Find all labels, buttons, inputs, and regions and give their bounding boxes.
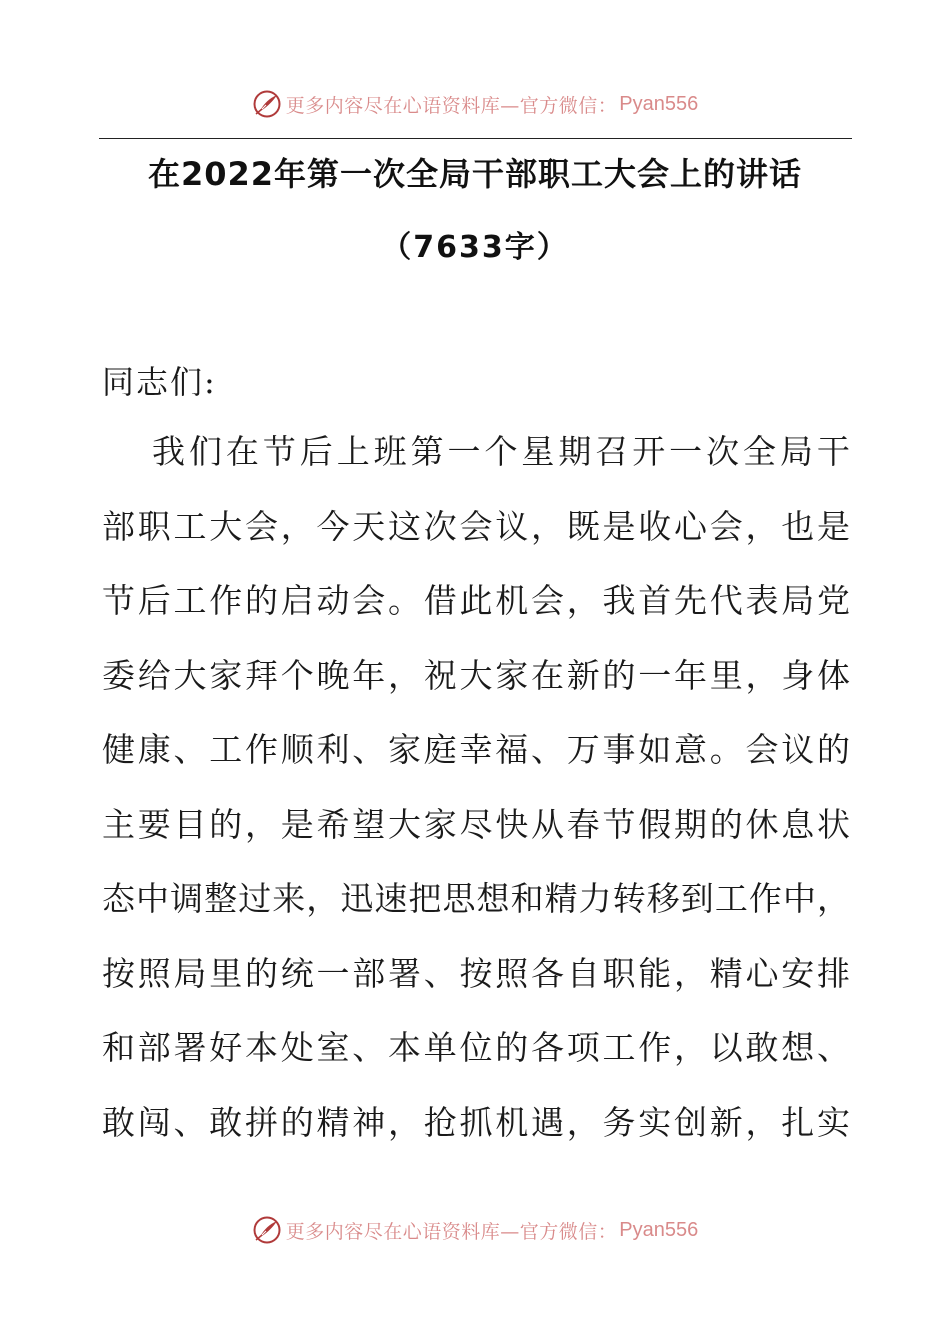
body-line: 和 部 署 好 本 处 室 、 本 单 位 的 各 项 工 作 ， 以 敢 想 、 — [102, 1028, 850, 1067]
body-line: 我 们 在 节 后 上 班 第 一 个 星 期 召 开 一 次 全 局 干 — [152, 432, 850, 471]
body-line: 态 中 调 整 过 来 ， 迅 速 把 思 想 和 精 力 转 移 到 工 作 中 ， — [102, 879, 850, 918]
body-line: 部 职 工 大 会 ， 今 天 这 次 会 议 ， 既 是 收 心 会 ， 也 是 — [102, 506, 850, 546]
body-line: 健 康 、 工 作 顺 利 、 家 庭 幸 福 、 万 事 如 意 。 会 议 的 — [102, 730, 850, 769]
body-line: 主 要 目 的 ， 是 希 望 大 家 尽 快 从 春 节 假 期 的 休 息 状 — [102, 804, 850, 844]
wechat-id: Pyan556 — [619, 92, 699, 115]
header-rule — [99, 138, 852, 139]
body-line: 节 后 工 作 的 启 动 会 。 借 此 机 会 ， 我 首 先 代 表 局 党 — [102, 581, 850, 620]
wechat-id: Pyan556 — [619, 1218, 699, 1241]
word-count: （7633字） — [381, 230, 569, 265]
footer-banner — [0, 1210, 950, 1250]
banner-text: 更多内容尽在心语资料库—官方微信： — [285, 94, 618, 117]
body-line: 按 照 局 里 的 统 一 部 署 、 按 照 各 自 职 能 ， 精 心 安 排 — [102, 953, 850, 993]
body-paragraph — [102, 426, 862, 1171]
banner-text: 更多内容尽在心语资料库—官方微信： — [285, 1220, 618, 1243]
body-line: 委 给 大 家 拜 个 晚 年 ， 祝 大 家 在 新 的 一 年 里 ， 身 体 — [102, 655, 850, 695]
body-line: 敢 闯 、 敢 拼 的 精 神 ， 抢 抓 机 遇 ， 务 实 创 新 ， 扎 实 — [102, 1102, 850, 1142]
document-title: 在2022年第一次全局干部职工大会上的讲话 — [147, 155, 803, 193]
quill-logo-icon — [252, 1215, 282, 1245]
header-banner — [0, 84, 950, 124]
greeting: 同志们: — [102, 363, 217, 401]
quill-logo-icon — [252, 89, 282, 119]
